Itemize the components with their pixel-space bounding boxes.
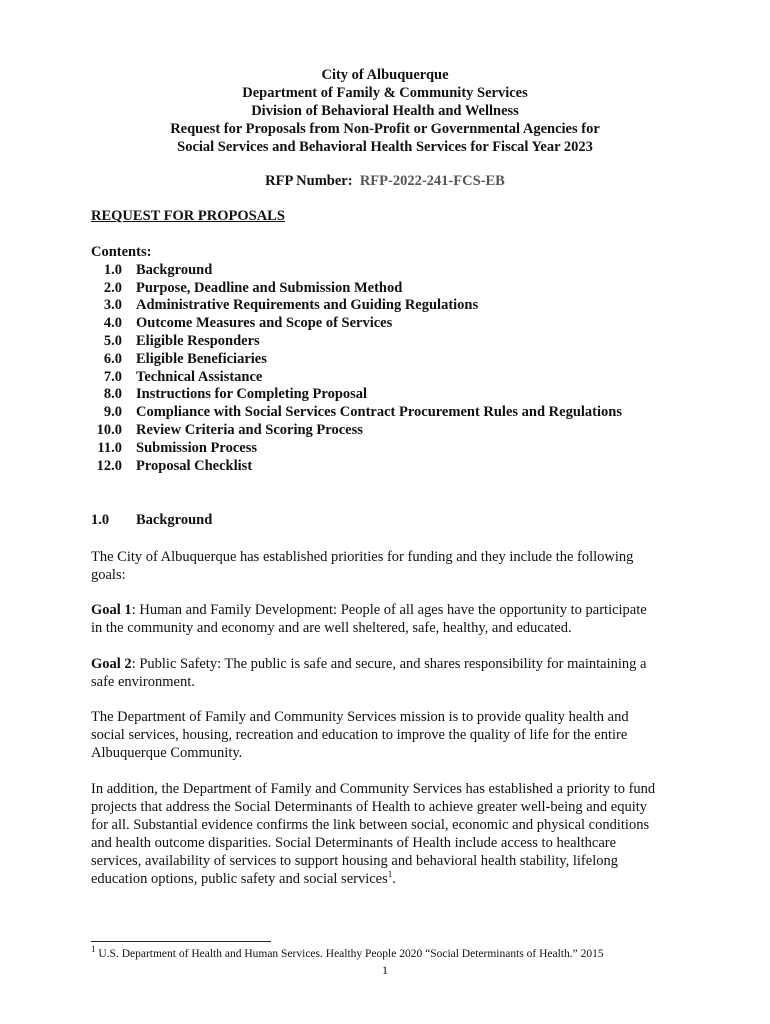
toc-item [91, 351, 622, 369]
goal1-label: Goal 1 [91, 602, 132, 618]
goal2-text: : Public Safety: The public is safe and secure, and shares responsibility for maintaining a safe environment. [91, 656, 647, 690]
toc-item [91, 386, 622, 404]
toc-title: Eligible Responders [136, 332, 260, 349]
header-department: Department of Family & Community Services [242, 85, 528, 101]
toc-item [91, 369, 622, 387]
addition-text: In addition, the Department of Family and Community Services has established a priority to fund projects that address the Social Determinants of Health to achieve greater well-being and equity for all. Substantial evidence confirms the link between social, economic and physical conditions and health outcome disparities. Social Determinants of Health include access to healthcare services, availability of services to support housing and behavioral health stability, lifelong education options, public safety and social services [91, 781, 656, 887]
section-heading [91, 512, 212, 529]
toc-number: 8.0 [103, 386, 122, 403]
toc-number: 4.0 [103, 315, 122, 332]
toc-item [91, 333, 622, 351]
intro-paragraph: The City of Albuquerque has established priorities for funding and they include the following goals: [91, 549, 634, 583]
toc-number: 6.0 [103, 350, 122, 367]
toc-title: Eligible Beneficiaries [136, 350, 267, 367]
document-title: REQUEST FOR PROPOSALS [91, 208, 285, 224]
goal2-label: Goal 2 [91, 656, 132, 672]
header-request-line: Request for Proposals from Non-Profit or Governmental Agencies for [170, 121, 600, 137]
contents-label: Contents: [91, 244, 152, 260]
goal1-paragraph [91, 601, 656, 637]
toc-title: Outcome Measures and Scope of Services [136, 315, 393, 332]
toc-title: Compliance with Social Services Contract Procurement Rules and Regulations [136, 404, 622, 421]
toc-title: Review Criteria and Scoring Process [136, 421, 363, 438]
page-number: 1 [382, 963, 388, 977]
toc-title: Instructions for Completing Proposal [136, 386, 368, 403]
toc-item [91, 297, 622, 315]
toc-title: Administrative Requirements and Guiding Regulations [136, 297, 479, 314]
toc-number: 2.0 [103, 279, 122, 296]
toc-title: Background [136, 261, 213, 278]
footnote-marker: 1 [91, 944, 96, 955]
toc-item [91, 280, 622, 298]
toc-number: 11.0 [97, 439, 122, 456]
mission-paragraph: The Department of Family and Community Services mission is to provide quality health and social services, housing, recreation and education to improve the quality of life for the entire Albuquerque Community. [91, 709, 629, 761]
footnote-reference[interactable]: 1 [387, 869, 393, 880]
toc-number: 1.0 [103, 261, 122, 278]
addition-paragraph [91, 780, 656, 888]
rfp-label: RFP Number: [265, 173, 353, 189]
rfp-number-line [0, 173, 770, 190]
goal2-paragraph [91, 655, 656, 691]
toc-item [91, 404, 622, 422]
toc-item [91, 440, 622, 458]
toc-item [91, 458, 622, 476]
toc-number: 7.0 [103, 368, 122, 385]
toc-item [91, 422, 622, 440]
header-services-line: Social Services and Behavioral Health Services for Fiscal Year 2023 [177, 139, 593, 155]
toc-title: Technical Assistance [136, 368, 263, 385]
footnote-text: U.S. Department of Health and Human Services. Healthy People 2020 “Social Determinants of Health.” 2015 [98, 948, 604, 960]
header-city: City of Albuquerque [321, 67, 449, 83]
section-title: Background [136, 512, 213, 528]
toc-number: 9.0 [103, 404, 122, 421]
toc-number: 12.0 [96, 457, 122, 474]
addition-end: . [392, 871, 396, 887]
header-division: Division of Behavioral Health and Wellness [251, 103, 519, 119]
footnote [91, 944, 604, 960]
table-of-contents [91, 244, 622, 475]
toc-title: Proposal Checklist [136, 457, 253, 474]
section-number: 1.0 [91, 512, 110, 528]
goal1-text: : Human and Family Development: People of all ages have the opportunity to participate in the community and economy and are well sheltered, safe, healthy, and educated. [91, 602, 647, 636]
toc-item [91, 315, 622, 333]
toc-number: 5.0 [103, 332, 122, 349]
rfp-number: RFP-2022-241-FCS-EB [359, 173, 505, 189]
toc-title: Submission Process [136, 439, 257, 456]
toc-item [91, 262, 622, 280]
document-header [0, 66, 770, 156]
toc-title: Purpose, Deadline and Submission Method [136, 279, 403, 296]
toc-number: 3.0 [103, 297, 122, 314]
footnote-divider [91, 941, 271, 942]
toc-number: 10.0 [96, 421, 122, 438]
